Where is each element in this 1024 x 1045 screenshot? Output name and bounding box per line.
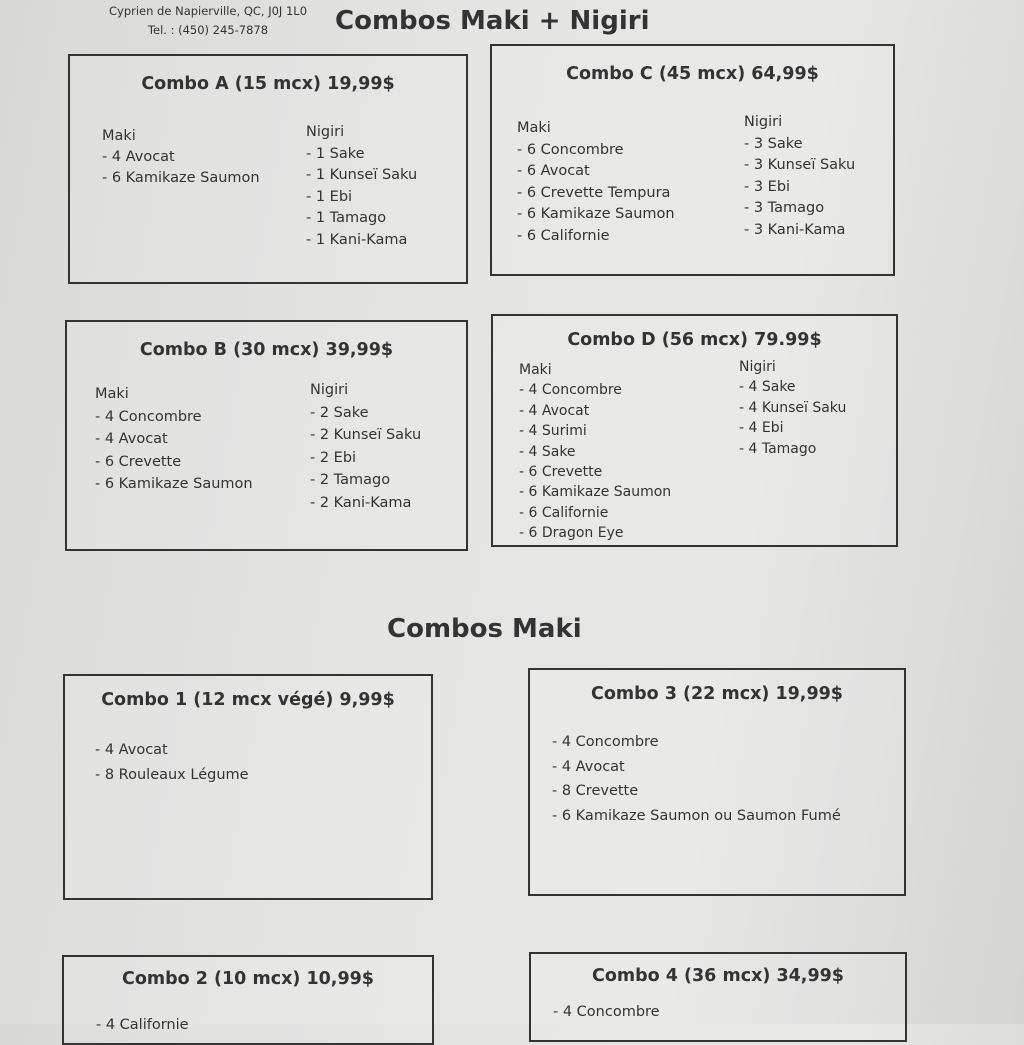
list-item: - 6 Crevette Tempura xyxy=(517,184,671,201)
combo-c-title: Combo C (45 mcx) 64,99$ xyxy=(566,64,819,84)
combo-b-card xyxy=(65,320,468,551)
maki-label: Maki xyxy=(95,386,129,402)
list-item: - 2 Sake xyxy=(310,404,369,421)
combo-d-card xyxy=(491,314,898,547)
list-item: - 3 Tamago xyxy=(744,200,825,217)
nigiri-label: Nigiri xyxy=(739,359,776,375)
list-item: - 2 Kani-Kama xyxy=(310,494,412,511)
list-item: - 4 Concombre xyxy=(519,382,622,399)
list-item: - 6 Californie xyxy=(519,504,609,521)
list-item: - 4 Avocat xyxy=(95,431,168,447)
list-item: - 4 Kunseï Saku xyxy=(739,399,847,416)
combo-b-maki-list xyxy=(95,383,253,496)
list-item: - 6 Kamikaze Saumon xyxy=(95,476,253,492)
combo-d-maki-list xyxy=(519,360,671,544)
combo-a-title: Combo A (15 mcx) 19,99$ xyxy=(141,74,395,94)
list-item: - 3 Sake xyxy=(744,135,803,152)
nigiri-label: Nigiri xyxy=(744,114,783,130)
list-item: - 8 Rouleaux Légume xyxy=(95,767,249,783)
list-item: - 4 Sake xyxy=(519,443,576,460)
combo-d-nigiri-list xyxy=(739,357,846,459)
combo-b-title: Combo B (30 mcx) 39,99$ xyxy=(139,340,394,360)
list-item: - 1 Tamago xyxy=(306,210,387,226)
address-line: Cyprien de Napierville, QC, J0J 1L0 xyxy=(108,4,308,18)
list-item: - 8 Crevette xyxy=(552,783,639,799)
combo-d-title: Combo D (56 mcx) 79.99$ xyxy=(567,330,822,350)
list-item: - 4 Ebi xyxy=(739,420,784,437)
combo-3-title: Combo 3 (22 mcx) 19,99$ xyxy=(591,684,843,704)
list-item: - 4 Concombre xyxy=(553,1004,660,1020)
list-item: - 1 Kunseï Saku xyxy=(306,167,418,183)
combo-c-nigiri-list xyxy=(744,112,855,242)
list-item: - 1 Sake xyxy=(306,145,365,162)
list-item: - 6 Dragon Eye xyxy=(519,525,624,542)
list-item: - 1 Kani-Kama xyxy=(306,231,408,248)
combo-4-title: Combo 4 (36 mcx) 34,99$ xyxy=(592,966,844,986)
combo-2-title: Combo 2 (10 mcx) 10,99$ xyxy=(122,969,374,989)
list-item: - 6 Crevette xyxy=(519,464,603,481)
nigiri-label: Nigiri xyxy=(306,124,345,140)
list-item: - 4 Avocat xyxy=(95,742,168,758)
list-item: - 2 Tamago xyxy=(310,472,391,488)
list-item: - 2 Ebi xyxy=(310,449,357,466)
combo-a-nigiri-list xyxy=(306,122,417,251)
list-item: - 4 Concombre xyxy=(95,408,202,425)
maki-label: Maki xyxy=(517,120,551,136)
restaurant-address xyxy=(88,2,328,40)
list-item: - 4 Surimi xyxy=(519,423,587,440)
maki-label: Maki xyxy=(102,128,136,144)
list-item: - 4 Concombre xyxy=(552,734,659,750)
combo-4-list xyxy=(553,1000,660,1024)
list-item: - 4 Avocat xyxy=(102,149,175,165)
maki-label: Maki xyxy=(519,362,552,378)
list-item: - 3 Ebi xyxy=(744,178,791,195)
combo-c-maki-list xyxy=(517,118,675,248)
combo-2-card xyxy=(62,955,434,1045)
list-item: - 6 Californie xyxy=(517,227,610,244)
list-item: - 6 Concombre xyxy=(517,141,624,158)
combo-1-list xyxy=(95,738,249,788)
combo-a-card xyxy=(68,54,468,284)
list-item: - 6 Kamikaze Saumon ou Saumon Fumé xyxy=(552,807,841,824)
list-item: - 6 Kamikaze Saumon xyxy=(517,206,675,223)
combo-2-list xyxy=(96,1013,189,1037)
list-item: - 6 Kamikaze Saumon xyxy=(519,484,672,501)
list-item: - 4 Sake xyxy=(739,379,796,396)
list-item: - 4 Avocat xyxy=(552,758,625,775)
phone-line: Tel. : (450) 245-7878 xyxy=(147,23,269,37)
list-item: - 6 Crevette xyxy=(95,453,182,470)
nigiri-label: Nigiri xyxy=(310,382,349,398)
list-item: - 1 Ebi xyxy=(306,188,353,205)
list-item: - 4 Californie xyxy=(96,1017,189,1033)
list-item: - 4 Tamago xyxy=(739,440,817,457)
combo-a-maki-list xyxy=(102,126,260,189)
list-item: - 6 Kamikaze Saumon xyxy=(102,170,260,186)
section-title-maki: Combos Maki xyxy=(387,614,582,644)
combo-c-card xyxy=(490,44,895,276)
list-item: - 6 Avocat xyxy=(517,163,590,180)
combo-b-nigiri-list xyxy=(310,379,421,514)
combo-1-title: Combo 1 (12 mcx végé) 9,99$ xyxy=(101,690,395,710)
list-item: - 3 Kunseï Saku xyxy=(744,157,856,174)
list-item: - 4 Avocat xyxy=(519,402,590,419)
combo-3-card xyxy=(528,668,906,896)
combo-4-card xyxy=(529,952,907,1042)
section-title-maki-nigiri: Combos Maki + Nigiri xyxy=(335,6,650,36)
list-item: - 3 Kani-Kama xyxy=(744,221,846,238)
combo-3-list xyxy=(552,730,841,828)
combo-1-card xyxy=(63,674,433,900)
list-item: - 2 Kunseï Saku xyxy=(310,427,422,443)
